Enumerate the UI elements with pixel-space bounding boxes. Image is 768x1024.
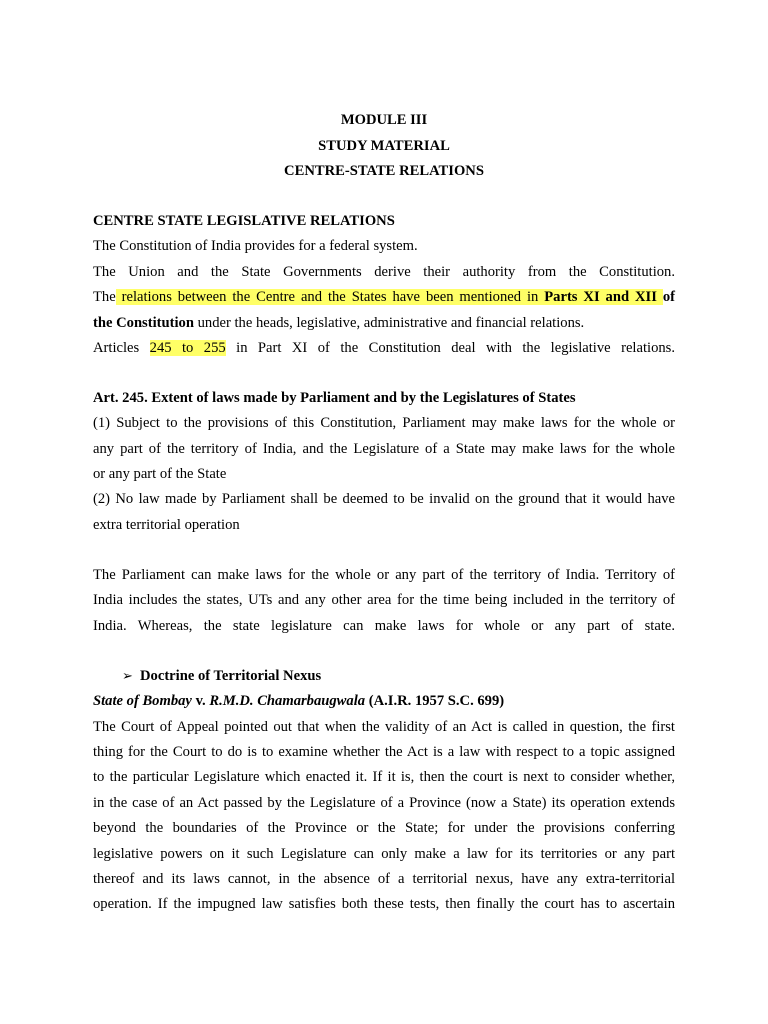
highlight-relations-centre: relations between the Centre [115, 289, 296, 305]
text-articles: Articles [93, 340, 150, 356]
paragraph-federal-system: The Constitution of India provides for a federal system. [93, 238, 418, 254]
case-reference: (A.I.R. 1957 S.C. 699) [365, 693, 505, 709]
doctrine-line: in the case of an Act passed by the Legislature of a Province (now a State) its operation extends [93, 795, 675, 811]
case-citation [93, 692, 675, 710]
paragraph-constitution-heads [93, 314, 675, 332]
text-of: of [662, 289, 676, 305]
doctrine-line: legislative powers on it such Legislature can only make a law for its territories or any part [93, 846, 675, 862]
text-the-constitution: the Constitution [93, 315, 194, 331]
highlight-articles-range: 245 to 255 [149, 340, 226, 356]
case-party-b: R.M.D. Chamarbaugwala [209, 693, 366, 709]
doctrine-line: thereof and its laws cannot, in the absence of a territorial nexus, have any extra-territorial [93, 871, 675, 887]
arrow-bullet-icon: ➢ [122, 668, 133, 683]
art-245-heading: Art. 245. Extent of laws made by Parliament and by the Legislatures of States [93, 390, 576, 406]
topic-title: CENTRE-STATE RELATIONS [284, 163, 484, 179]
case-party-a: State of Bombay [93, 693, 192, 709]
art-245-clause2-line1: (2) No law made by Parliament shall be deemed to be invalid on the ground that it would have [93, 491, 675, 507]
doctrine-line: The Court of Appeal pointed out that when the validity of an Act is called in question, the first [93, 719, 675, 735]
doctrine-line: to the particular Legislature which enacted it. If it is, then the court is next to consider whether, [93, 769, 675, 785]
module-title: MODULE III [340, 112, 428, 128]
doctrine-line: thing for the Court to do is to examine whether the Act is a law with respect to a topic assigned [93, 744, 675, 760]
text-the: The [93, 289, 116, 305]
paragraph-parts-line [93, 288, 675, 306]
art-245-clause2-line2: extra territorial operation [93, 517, 240, 533]
doctrine-heading: Doctrine of Territorial Nexus [140, 668, 322, 684]
art-245-clause1-line2: any part of the territory of India, and the Legislature of a State may make laws for the whole [93, 441, 675, 457]
study-material-title: STUDY MATERIAL [318, 138, 450, 154]
art-245-clause1-line1: (1) Subject to the provisions of this Constitution, Parliament may make laws for the whole or [93, 415, 675, 431]
explanation-line1: The Parliament can make laws for the whole or any part of the territory of India. Territory of [93, 567, 675, 583]
paragraph-authority: The Union and the State Governments derive their authority from the Constitution. [93, 264, 675, 280]
doctrine-line: operation. If the impugned law satisfies both these tests, then finally the court has to ascertain [93, 896, 675, 912]
section-heading-legislative-relations: CENTRE STATE LEGISLATIVE RELATIONS [93, 213, 395, 229]
doctrine-line: beyond the boundaries of the Province or the State; for under the provisions conferring [93, 820, 675, 836]
case-versus: v. [191, 693, 210, 709]
text-heads: under the heads, legislative, administrative and financial relations. [193, 315, 585, 331]
art-245-clause1-line3: or any part of the State [93, 466, 227, 482]
text-part-xi: in Part XI of the Constitution deal with the legislative relations. [225, 340, 675, 356]
paragraph-articles [93, 339, 675, 357]
explanation-line3: India. Whereas, the state legislature can make laws for whole or any part of state. [93, 618, 675, 634]
highlight-states-mentioned: and the States have been mentioned in [295, 289, 545, 305]
explanation-line2: India includes the states, UTs and any other area for the time being included in the territory of [93, 592, 675, 608]
highlight-parts-xi-xii: Parts XI and XII [544, 289, 663, 305]
